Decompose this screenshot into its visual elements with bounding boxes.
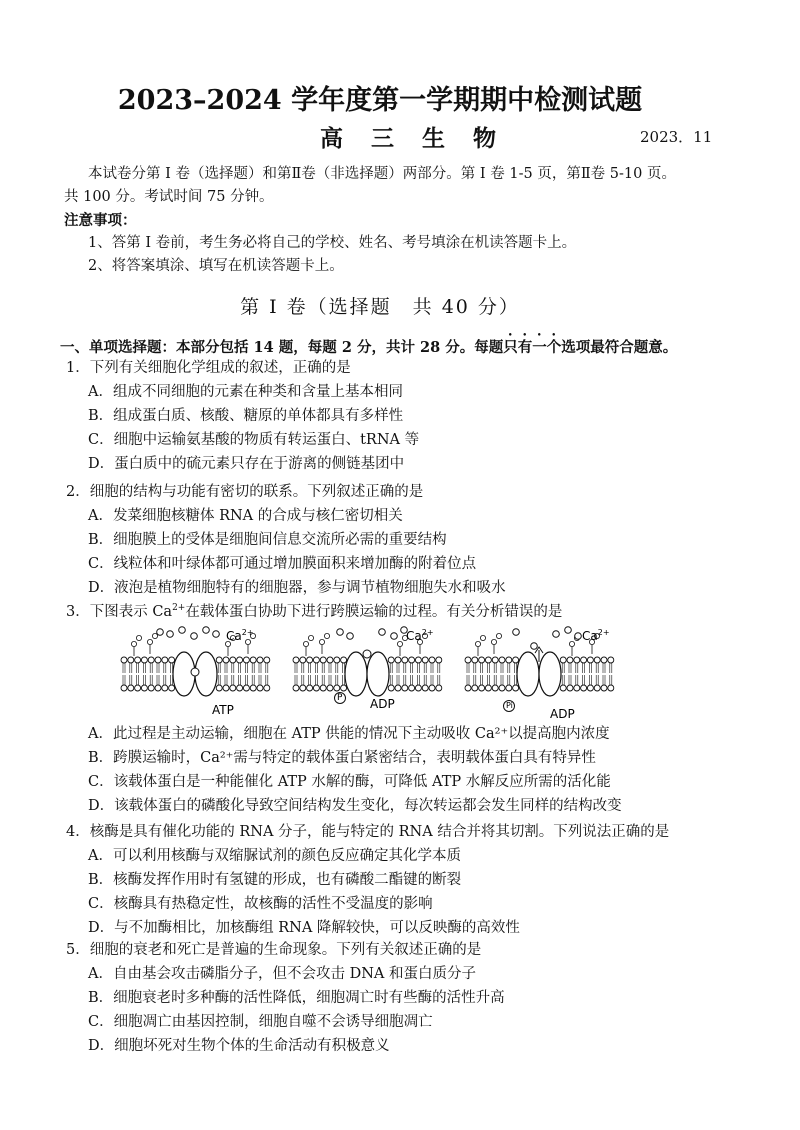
lipid-head xyxy=(320,657,326,663)
phosphate-label: P xyxy=(337,693,343,703)
sugar-chain xyxy=(491,639,496,644)
lipid-head xyxy=(513,685,519,691)
lipid-head xyxy=(560,685,566,691)
option-b: B．跨膜运输时，Ca²⁺需与特定的载体蛋白紧密结合，表明载体蛋白具有特异性 xyxy=(88,750,596,766)
notice-heading: 注意事项： xyxy=(64,212,137,229)
lipid-head xyxy=(243,685,249,691)
sugar-chain xyxy=(397,641,402,646)
calcium-ion xyxy=(513,629,520,636)
option-c: C．细胞中运输氨基酸的物质有转运蛋白、tRNA 等 xyxy=(88,432,420,448)
option-a: A．发菜细胞核糖体 RNA 的合成与核仁密切相关 xyxy=(88,508,403,524)
lipid-head xyxy=(492,657,498,663)
lipid-head xyxy=(169,657,175,663)
pi-label: Pi xyxy=(506,701,513,710)
adp-label-1: ADP xyxy=(370,697,395,711)
lipid-head xyxy=(155,657,161,663)
stem-part-b: 在载体蛋白协助下进行跨膜运输的过程。有关分析错误的是 xyxy=(185,603,563,620)
lipid-head xyxy=(230,685,236,691)
option-c: C．核酶具有热稳定性，故核酶的活性不受温度的影响 xyxy=(88,896,433,912)
lipid-head xyxy=(415,657,421,663)
lipid-head xyxy=(320,685,326,691)
lipid-head xyxy=(162,685,168,691)
stem-part-a: 3．下图表示 Ca xyxy=(66,603,173,620)
lipid-head xyxy=(169,685,175,691)
lipid-head xyxy=(472,685,478,691)
calcium-ion xyxy=(379,629,386,636)
option-a: A．自由基会攻击磷脂分子，但不会攻击 DNA 和蛋白质分子 xyxy=(88,966,476,982)
lipid-head xyxy=(216,657,222,663)
lipid-head xyxy=(409,685,415,691)
bound-ion xyxy=(191,668,199,676)
calcium-ion xyxy=(179,627,186,634)
ca-label-2: $Ca^{2+}$ xyxy=(406,628,434,643)
lipid-head xyxy=(300,657,306,663)
question-stem: 4．核酶是具有催化功能的 RNA 分子，能与特定的 RNA 结合并将其切割。下列说法正确的是 xyxy=(66,824,670,840)
question-stem: 1．下列有关细胞化学组成的叙述，正确的是 xyxy=(66,360,351,376)
lipid-head xyxy=(230,657,236,663)
question-stem xyxy=(66,596,766,624)
lipid-head xyxy=(601,657,607,663)
calcium-ion xyxy=(531,643,538,650)
lipid-head xyxy=(608,685,614,691)
option-a: A．此过程是主动运输，细胞在 ATP 供能的情况下主动吸收 Ca²⁺以提高胞内浓度 xyxy=(88,726,610,742)
question-stem: 5．细胞的衰老和死亡是普遍的生命现象。下列有关叙述正确的是 xyxy=(66,942,482,958)
lipid-head xyxy=(341,685,347,691)
question-stem: 2．细胞的结构与功能有密切的联系。下列叙述正确的是 xyxy=(66,484,424,500)
lipid-head xyxy=(141,685,147,691)
sugar-chain xyxy=(480,635,485,640)
part-one-title: 第 I 卷（选择题 共 40 分） xyxy=(240,296,520,318)
lipid-head xyxy=(223,657,229,663)
lipid-head xyxy=(243,657,249,663)
carrier-protein-left xyxy=(345,652,367,696)
calcium-ion xyxy=(337,629,344,636)
stem-superscript: 2+ xyxy=(172,603,186,613)
notice-item-1: 1、答第 I 卷前，考生务必将自己的学校、姓名、考号填涂在机读答题卡上。 xyxy=(88,235,577,251)
lipid-head xyxy=(415,685,421,691)
instruction-line-2: 共 100 分。考试时间 75 分钟。 xyxy=(64,189,274,205)
lipid-head xyxy=(250,685,256,691)
lipid-head xyxy=(341,657,347,663)
lipid-head xyxy=(313,657,319,663)
lipid-head xyxy=(264,657,270,663)
lipid-head xyxy=(429,685,435,691)
option-a: A．组成不同细胞的元素在种类和含量上基本相同 xyxy=(88,384,403,400)
lipid-head xyxy=(402,657,408,663)
lipid-head xyxy=(436,657,442,663)
calcium-ion xyxy=(167,631,174,638)
lipid-head xyxy=(121,685,127,691)
lipid-head xyxy=(567,657,573,663)
sugar-chain xyxy=(475,641,480,646)
exam-instructions xyxy=(64,163,764,278)
option-d: D．该载体蛋白的磷酸化导致空间结构发生变化，每次转运都会发生同样的结构改变 xyxy=(88,798,622,814)
sugar-chain xyxy=(131,641,136,646)
carrier-protein-right xyxy=(539,652,561,696)
lipid-head xyxy=(216,685,222,691)
lipid-head xyxy=(499,685,505,691)
calcium-ion xyxy=(191,633,198,640)
lipid-head xyxy=(121,657,127,663)
lipid-head xyxy=(148,685,154,691)
section-head-c: 选项最符合题意。 xyxy=(561,339,678,356)
lipid-head xyxy=(293,685,299,691)
lipid-head xyxy=(594,685,600,691)
lipid-head xyxy=(465,685,471,691)
sugar-chain xyxy=(136,635,141,640)
lipid-head xyxy=(601,685,607,691)
calcium-ion xyxy=(565,627,572,634)
lipid-head xyxy=(465,657,471,663)
lipid-head xyxy=(506,685,512,691)
lipid-head xyxy=(141,657,147,663)
lipid-head xyxy=(237,685,243,691)
lipid-head xyxy=(155,685,161,691)
lipid-head xyxy=(293,657,299,663)
sugar-chain xyxy=(245,639,250,644)
question-3-options xyxy=(66,722,766,818)
sugar-chain xyxy=(569,641,574,646)
option-b: B．细胞膜上的受体是细胞间信息交流所必需的重要结构 xyxy=(88,532,447,548)
lipid-head xyxy=(479,657,485,663)
lipid-head xyxy=(327,685,333,691)
sugar-chain xyxy=(324,633,329,638)
exam-date: 2023．11 xyxy=(640,128,713,146)
option-c: C．该载体蛋白是一种能催化 ATP 水解的酶，可降低 ATP 水解反应所需的活化能 xyxy=(88,774,611,790)
lipid-head xyxy=(395,685,401,691)
lipid-head xyxy=(581,685,587,691)
lipid-head xyxy=(485,657,491,663)
subject-title: 高 三 生 物 xyxy=(320,125,507,152)
lipid-head xyxy=(513,657,519,663)
calcium-ion xyxy=(157,629,164,636)
option-b: B．细胞衰老时多种酶的活性降低，细胞凋亡时有些酶的活性升高 xyxy=(88,990,505,1006)
bound-ion xyxy=(363,650,371,658)
sugar-chain xyxy=(496,633,501,638)
lipid-head xyxy=(429,657,435,663)
option-d: D．与不加酶相比，加核酶组 RNA 降解较快，可以反映酶的高效性 xyxy=(88,920,520,936)
lipid-head xyxy=(560,657,566,663)
lipid-head xyxy=(574,657,580,663)
lipid-head xyxy=(334,657,340,663)
lipid-head xyxy=(334,685,340,691)
lipid-head xyxy=(402,685,408,691)
question-3 xyxy=(66,596,766,624)
option-b: B．组成蛋白质、核酸、糖原的单体都具有多样性 xyxy=(88,408,404,424)
lipid-head xyxy=(608,657,614,663)
lipid-head xyxy=(257,685,263,691)
lipid-head xyxy=(128,685,134,691)
lipid-head xyxy=(135,657,141,663)
lipid-head xyxy=(388,657,394,663)
option-c: C．细胞凋亡由基因控制，细胞自噬不会诱导细胞凋亡 xyxy=(88,1014,433,1030)
lipid-head xyxy=(472,657,478,663)
section-one-heading xyxy=(60,330,780,357)
lipid-head xyxy=(395,657,401,663)
lipid-head xyxy=(574,685,580,691)
question-4 xyxy=(66,820,766,940)
calcium-ion xyxy=(203,627,210,634)
lipid-head xyxy=(257,657,263,663)
sugar-chain xyxy=(319,639,324,644)
lipid-head xyxy=(409,657,415,663)
option-d: D．液泡是植物细胞特有的细胞器，参与调节植物细胞失水和吸水 xyxy=(88,580,506,596)
option-d: D．蛋白质中的硫元素只存在于游离的侧链基团中 xyxy=(88,456,405,472)
lipid-head xyxy=(307,685,313,691)
question-2 xyxy=(66,480,766,600)
question-5 xyxy=(66,938,766,1058)
lipid-head xyxy=(485,685,491,691)
lipid-head xyxy=(499,657,505,663)
adp-label-2: ADP xyxy=(550,707,575,721)
calcium-ion xyxy=(347,633,354,640)
calcium-pump-figure xyxy=(120,622,640,722)
lipid-head xyxy=(587,685,593,691)
lipid-head xyxy=(223,685,229,691)
lipid-head xyxy=(436,685,442,691)
question-1 xyxy=(66,356,766,476)
lipid-head xyxy=(327,657,333,663)
lipid-head xyxy=(594,657,600,663)
option-d: D．细胞坏死对生物个体的生命活动有积极意义 xyxy=(88,1038,390,1054)
option-a: A．可以利用核酶与双缩脲试剂的颜色反应确定其化学本质 xyxy=(88,848,461,864)
lipid-head xyxy=(422,685,428,691)
sugar-chain xyxy=(303,641,308,646)
lipid-head xyxy=(422,657,428,663)
atp-label: ATP xyxy=(212,703,234,717)
lipid-head xyxy=(307,657,313,663)
option-b: B．核酶发挥作用时有氢键的形成，也有磷酸二酯键的断裂 xyxy=(88,872,462,888)
sugar-chain xyxy=(152,633,157,638)
lipid-head xyxy=(135,685,141,691)
lipid-head xyxy=(313,685,319,691)
lipid-head xyxy=(300,685,306,691)
membrane-panel-1 xyxy=(121,627,270,696)
lipid-head xyxy=(581,657,587,663)
section-head-emphasis: 只有一个 xyxy=(503,339,562,356)
lipid-head xyxy=(128,657,134,663)
carrier-protein-right xyxy=(367,652,389,696)
section-head-a: 一、单项选择题：本部分包括 14 题，每题 2 分，共计 28 分。每题 xyxy=(60,339,504,356)
lipid-head xyxy=(506,657,512,663)
calcium-ion xyxy=(391,633,398,640)
notice-item-2: 2、将答案填涂、填写在机读答题卡上。 xyxy=(88,258,344,274)
exam-title: 2023–2024 学年度第一学期期中检测试题 xyxy=(117,85,643,116)
lipid-head xyxy=(264,685,270,691)
lipid-head xyxy=(148,657,154,663)
sugar-chain xyxy=(147,639,152,644)
option-c: C．线粒体和叶绿体都可通过增加膜面积来增加酶的附着位点 xyxy=(88,556,477,572)
sugar-chain xyxy=(308,635,313,640)
lipid-head xyxy=(250,657,256,663)
calcium-ion xyxy=(213,631,220,638)
calcium-ion xyxy=(553,631,560,638)
ca-label-1: $Ca^{2+}$ xyxy=(226,628,254,643)
lipid-head xyxy=(492,685,498,691)
lipid-head xyxy=(237,657,243,663)
lipid-head xyxy=(162,657,168,663)
carrier-protein-left xyxy=(517,652,539,696)
lipid-head xyxy=(567,685,573,691)
lipid-head xyxy=(587,657,593,663)
instruction-line-1: 本试卷分第 I 卷（选择题）和第Ⅱ卷（非选择题）两部分。第 I 卷 1-5 页，第Ⅱ卷 5-10 页。 xyxy=(88,166,676,182)
calcium-ion xyxy=(575,633,582,640)
lipid-head xyxy=(479,685,485,691)
lipid-head xyxy=(388,685,394,691)
ca-label-3: $Ca^{2+}$ xyxy=(582,628,610,643)
